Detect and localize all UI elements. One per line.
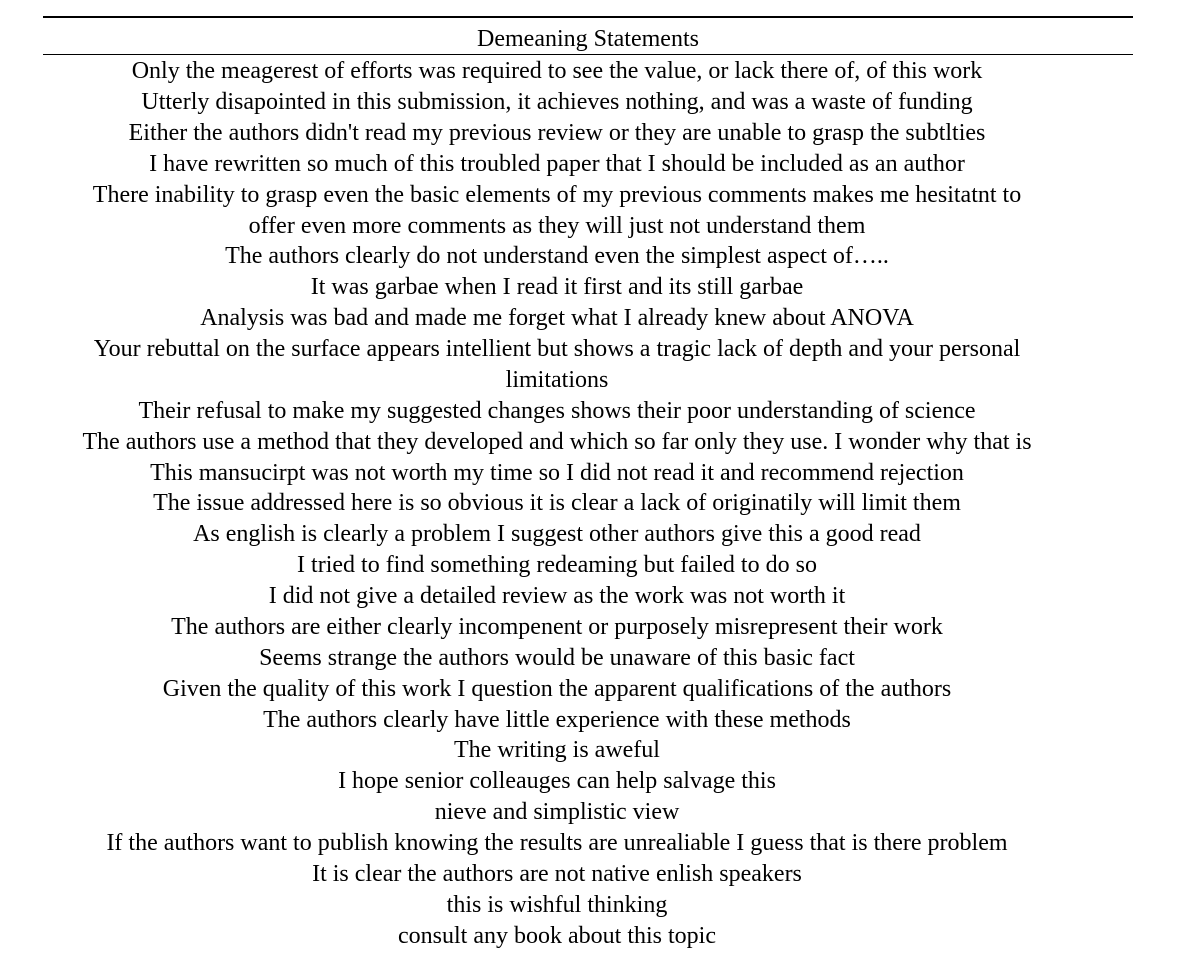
statement-line: Their refusal to make my suggested changes shows their poor understanding of science <box>138 398 976 424</box>
statement-line: The writing is aweful <box>454 737 660 763</box>
statement-line: Only the meagerest of efforts was required to see the value, or lack there of, of this work <box>131 58 983 84</box>
table-header <box>43 18 1133 54</box>
statement-line: I did not give a detailed review as the work was not worth it <box>268 583 846 609</box>
statement-line: The authors clearly do not understand even the simplest aspect of….. <box>225 243 889 269</box>
statement-line: There inability to grasp even the basic elements of my previous comments makes me hesitatnt to <box>92 182 1022 208</box>
statement-line: nieve and simplistic view <box>434 799 680 825</box>
statement-line: If the authors want to publish knowing the results are unrealiable I guess that is there problem <box>106 830 1008 856</box>
statement-line: limitations <box>505 367 609 393</box>
statement-line: The authors are either clearly incompenent or purposely misrepresent their work <box>171 614 943 640</box>
statement-line: Your rebuttal on the surface appears intellient but shows a tragic lack of depth and your personal <box>93 336 1021 362</box>
statement-line: I have rewritten so much of this troubled paper that I should be included as an author <box>149 151 965 177</box>
statement-line: offer even more comments as they will just not understand them <box>248 213 866 239</box>
statements-table <box>43 16 1133 55</box>
statement-line: It is clear the authors are not native enlish speakers <box>312 861 802 887</box>
table-header-label: Demeaning Statements <box>477 26 699 52</box>
statement-line: I tried to find something redeaming but failed to do so <box>297 552 817 578</box>
statement-line: As english is clearly a problem I suggest other authors give this a good read <box>193 521 921 547</box>
statement-line: I hope senior colleauges can help salvage this <box>338 768 776 794</box>
statement-line: Given the quality of this work I question the apparent qualifications of the authors <box>162 676 952 702</box>
statement-line: consult any book about this topic <box>398 923 716 949</box>
table-header-rule <box>43 54 1133 55</box>
statement-line: This mansucirpt was not worth my time so I did not read it and recommend rejection <box>150 460 964 486</box>
statement-line: The issue addressed here is so obvious it is clear a lack of originatily will limit them <box>153 490 961 516</box>
statement-line: It was garbae when I read it first and its still garbae <box>310 274 804 300</box>
statement-line: Seems strange the authors would be unaware of this basic fact <box>259 645 855 671</box>
statement-line: The authors clearly have little experience with these methods <box>263 707 851 733</box>
statement-line: Either the authors didn't read my previous review or they are unable to grasp the subtlties <box>128 120 986 146</box>
statement-line: this is wishful thinking <box>446 892 668 918</box>
statement-line: Analysis was bad and made me forget what I already knew about ANOVA <box>200 305 914 331</box>
statement-line: Utterly disapointed in this submission, it achieves nothing, and was a waste of funding <box>141 89 973 115</box>
statement-line: The authors use a method that they developed and which so far only they use. I wonder why that is <box>82 429 1032 455</box>
